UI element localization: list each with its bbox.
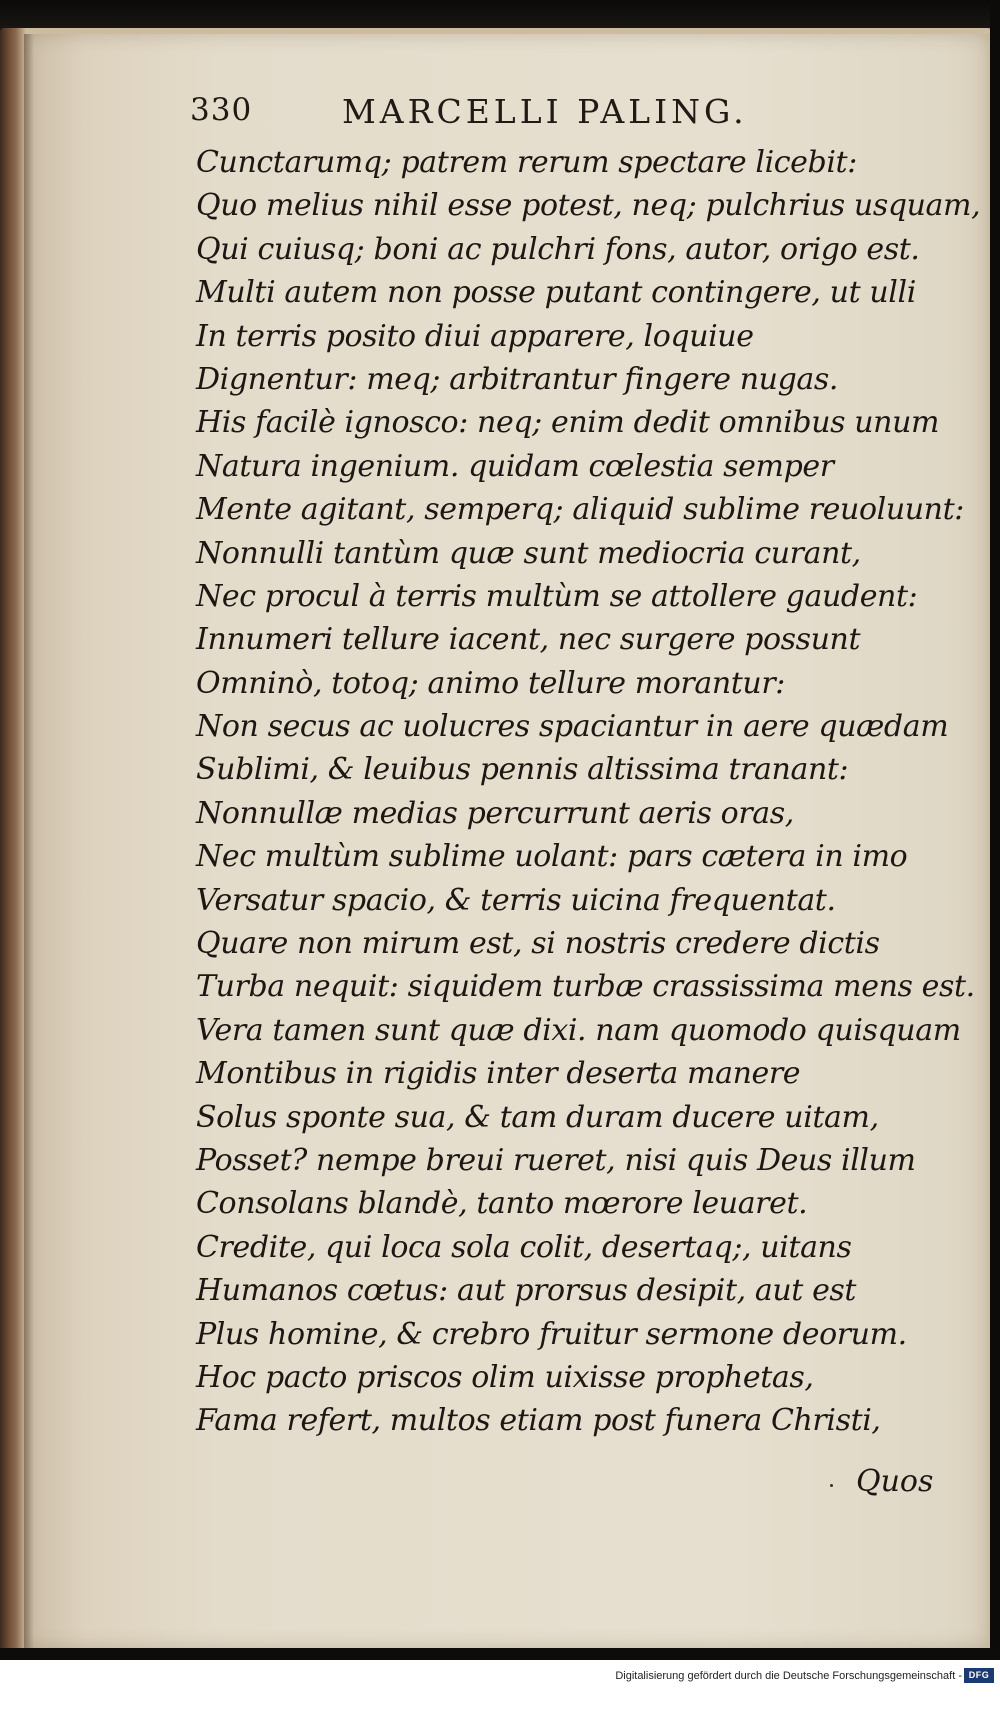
verse-line: Omninò, totoq; animo tellure morantur: [196, 665, 785, 701]
verse-text-block [196, 141, 981, 1443]
verse-line: Dignentur: meq; arbitrantur fingere nugas. [196, 361, 839, 397]
verse-line: His facilè ignosco: neq; enim dedit omnibus unum [196, 405, 940, 441]
verse-line: Solus sponte sua, & tam duram ducere uitam, [196, 1099, 879, 1135]
page-number: 330 [190, 92, 253, 128]
verse-line: Credite, qui loca sola colit, desertaq;, uitans [196, 1229, 852, 1265]
verse-line: Innumeri tellure iacent, nec surgere possunt [196, 622, 861, 658]
verse-line: Non secus ac uolucres spaciantur in aere quædam [196, 709, 949, 745]
footer-bar [0, 1660, 1000, 1724]
verse-line: Humanos cœtus: aut prorsus desipit, aut est [196, 1273, 857, 1309]
ink-speck [830, 1484, 833, 1487]
scan-bottom-shadow [0, 1648, 1000, 1660]
verse-line: Mente agitant, semperq; aliquid sublime reuoluunt: [196, 492, 964, 528]
verse-line: Quo melius nihil esse potest, neq; pulchrius usquam, [196, 188, 981, 224]
verse-line: Multi autem non posse putant contingere, ut ulli [196, 275, 916, 311]
verse-line: Posset? nempe breui rueret, nisi quis Deus illum [196, 1142, 916, 1178]
verse-line: Plus homine, & crebro fruitur sermone deorum. [196, 1316, 907, 1352]
verse-line: Nec multùm sublime uolant: pars cætera in imo [196, 839, 908, 875]
footer-credit: Digitalisierung gefördert durch die Deutsche Forschungsgemeinschaft - [615, 1670, 962, 1682]
verse-line: Qui cuiusq; boni ac pulchri fons, autor, origo est. [196, 231, 920, 267]
verse-line: Vera tamen sunt quæ dixi. nam quomodo quisquam [196, 1012, 961, 1048]
verse-line: Quare non mirum est, si nostris credere dictis [196, 926, 880, 962]
verse-line: Nonnulli tantùm quæ sunt mediocria curant, [196, 535, 861, 571]
verse-line: Sublimi, & leuibus pennis altissima tranant: [196, 752, 849, 788]
running-title: MARCELLI PALING. [342, 92, 748, 131]
verse-line: Consolans blandè, tanto mœrore leuaret. [196, 1186, 808, 1222]
verse-line: Turba nequit: siquidem turbæ crassissima mens est. [196, 969, 975, 1005]
page-header [190, 92, 810, 136]
scan-right-shadow [990, 0, 1000, 1650]
verse-line: Montibus in rigidis inter deserta manere [196, 1056, 801, 1092]
verse-line: Versatur spacio, & terris uicina frequentat. [196, 882, 836, 918]
page-gutter-shadow [24, 34, 34, 1648]
catchword: Quos [856, 1464, 934, 1499]
verse-line: In terris posito diui apparere, loquiue [196, 318, 754, 354]
verse-line: Cunctarumq; patrem rerum spectare licebit: [196, 145, 857, 180]
dfg-logo: DFG [964, 1668, 994, 1683]
verse-line: Hoc pacto priscos olim uixisse prophetas, [196, 1359, 814, 1395]
verse-line: Natura ingenium. quidam cœlestia semper [196, 448, 834, 484]
verse-line: Nec procul à terris multùm se attollere gaudent: [196, 578, 918, 614]
verse-line: Nonnullæ medias percurrunt aeris oras, [196, 795, 794, 831]
verse-line: Fama refert, multos etiam post funera Christi, [196, 1403, 881, 1439]
